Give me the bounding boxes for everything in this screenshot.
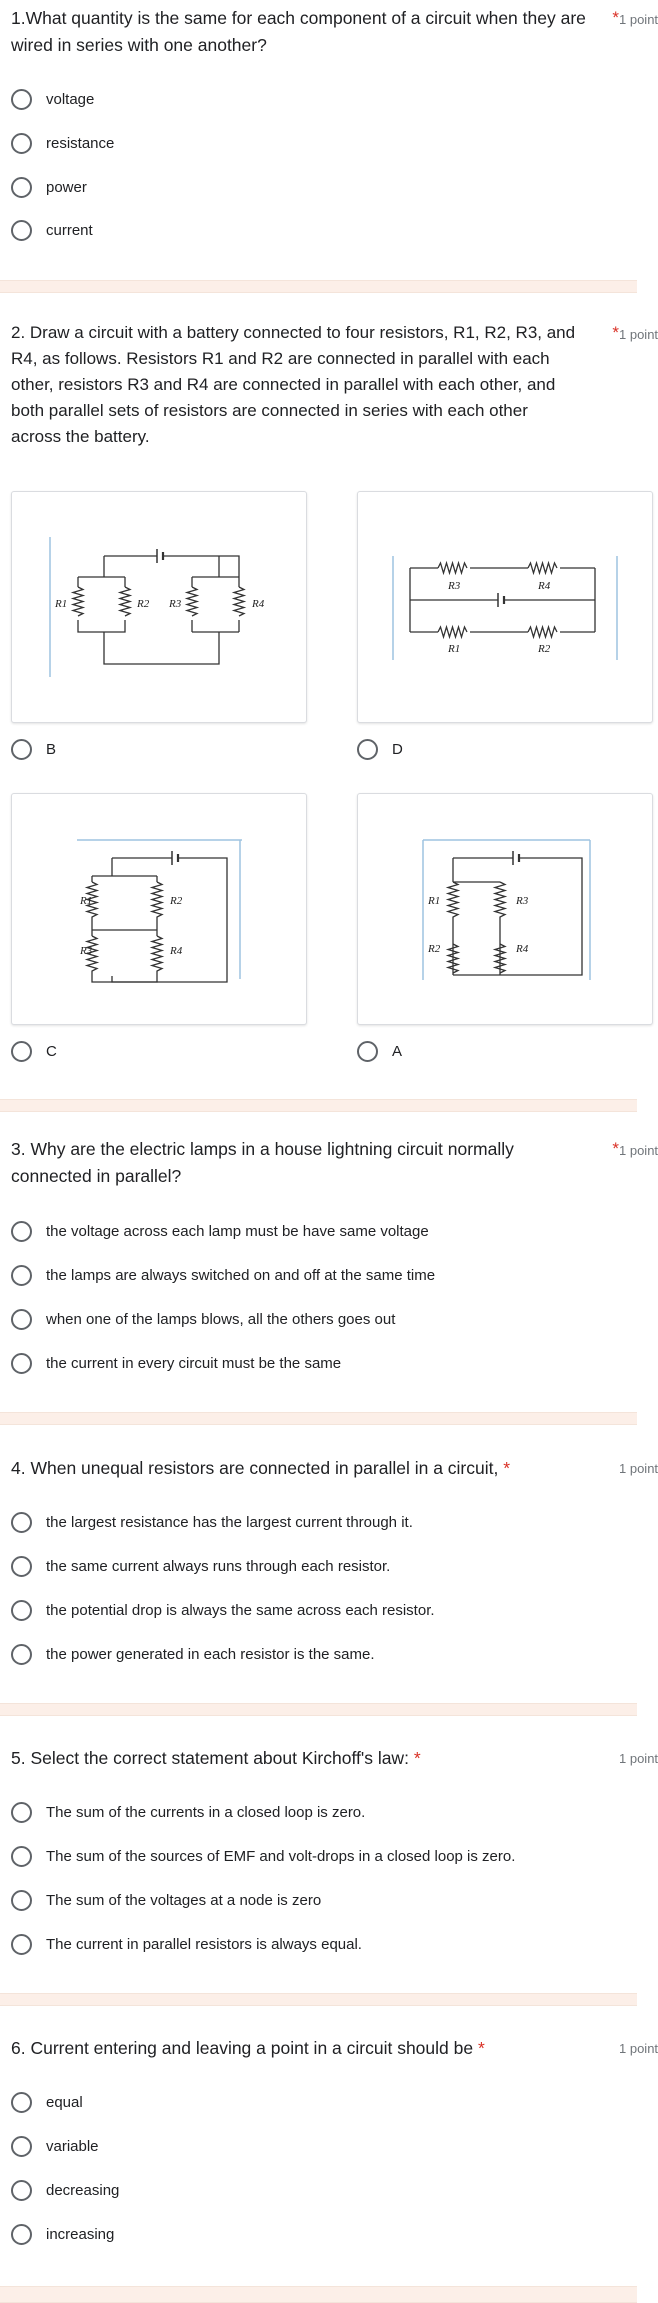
resistor-label: R2 [170,895,183,907]
required-star: * [612,1139,619,1158]
resistor-label: R4 [170,945,183,957]
required-star: * [477,2038,485,2058]
section-divider [0,1412,637,1425]
resistor-label: R3 [169,598,182,610]
radio-button[interactable] [11,1846,32,1867]
radio-button[interactable] [11,1934,32,1955]
resistor-label: R3 [80,945,93,957]
resistor-label: R3 [448,580,461,592]
radio-button[interactable] [11,1221,32,1242]
radio-button[interactable] [11,1644,32,1665]
question-5 [0,1716,658,1993]
radio-button[interactable] [11,1041,32,1062]
question-5-title: 5. Select the correct statement about Kirchoff's law: * [11,1748,421,1768]
image-option-a-card[interactable] [357,793,653,1025]
resistor-label: R4 [538,580,551,592]
section-divider [0,1703,637,1716]
option-increasing[interactable]: increasing [11,2220,114,2248]
points-label: 1 point [619,12,658,27]
resistor-label: R1 [55,598,68,610]
radio-button[interactable] [11,1556,32,1577]
question-4-title: 4. When unequal resistors are connected in parallel in a circuit, * [11,1458,511,1478]
resistor-label: R4 [252,598,265,610]
required-star: * [503,1458,511,1478]
question-4 [0,1425,658,1703]
radio-button[interactable] [11,1353,32,1374]
resistor-label: R4 [516,943,529,955]
image-option-d-card[interactable] [357,491,653,723]
radio-button[interactable] [357,1041,378,1062]
question-1-title: 1.What quantity is the same for each component of a circuit when they are wired in series with one another? [11,8,586,55]
question-6-title: 6. Current entering and leaving a point in a circuit should be * [11,2038,485,2058]
resistor-label: R1 [448,643,461,655]
radio-button[interactable] [11,220,32,241]
option-variable[interactable]: variable [11,2132,99,2160]
option-power[interactable]: power [11,173,87,201]
option-3c[interactable]: when one of the lamps blows, all the others goes out [11,1305,395,1333]
question-1 [0,0,658,280]
image-option-c[interactable]: C [11,1037,57,1065]
radio-button[interactable] [11,133,32,154]
required-star: * [612,8,619,27]
circuit-diagram-a [358,794,654,1026]
radio-button[interactable] [11,1512,32,1533]
circuit-diagram-b [12,492,308,724]
option-resistance[interactable]: resistance [11,129,114,157]
option-3d[interactable]: the current in every circuit must be the same [11,1349,341,1377]
points-label: 1 point [619,2041,658,2056]
section-divider [0,2286,637,2303]
circuit-diagram-c [12,794,308,1026]
option-current[interactable]: current [11,216,93,244]
option-5d[interactable]: The current in parallel resistors is always equal. [11,1930,362,1958]
section-divider [0,1099,637,1112]
image-option-a[interactable]: A [357,1037,402,1065]
resistor-label: R2 [538,643,551,655]
option-5a[interactable]: The sum of the currents in a closed loop is zero. [11,1798,365,1826]
points-label: 1 point [619,1751,658,1766]
question-3-title: 3. Why are the electric lamps in a house lightning circuit normally connected in parallel? [11,1139,514,1186]
section-divider [0,1993,637,2006]
image-option-c-card[interactable] [11,793,307,1025]
radio-button[interactable] [11,1890,32,1911]
radio-button[interactable] [11,2136,32,2157]
radio-button[interactable] [11,2092,32,2113]
question-3 [0,1112,658,1412]
option-4b[interactable]: the same current always runs through each resistor. [11,1552,390,1580]
option-equal[interactable]: equal [11,2088,83,2116]
points-label: 1 point [619,327,658,342]
points-label: 1 point [619,1143,658,1158]
option-voltage[interactable]: voltage [11,85,94,113]
section-divider [0,280,637,293]
resistor-label: R1 [80,895,93,907]
radio-button[interactable] [11,2224,32,2245]
resistor-label: R2 [428,943,441,955]
radio-button[interactable] [11,2180,32,2201]
option-4c[interactable]: the potential drop is always the same across each resistor. [11,1596,435,1624]
points-label: 1 point [619,1461,658,1476]
question-2 [0,293,658,1099]
option-5c[interactable]: The sum of the voltages at a node is zero [11,1886,321,1914]
radio-button[interactable] [11,1265,32,1286]
required-star: * [612,323,619,342]
option-4a[interactable]: the largest resistance has the largest current through it. [11,1508,413,1536]
radio-button[interactable] [11,1309,32,1330]
resistor-label: R2 [137,598,150,610]
image-option-b[interactable]: B [11,735,56,763]
radio-button[interactable] [357,739,378,760]
radio-button[interactable] [11,1600,32,1621]
option-decreasing[interactable]: decreasing [11,2176,119,2204]
option-5b[interactable]: The sum of the sources of EMF and volt-drops in a closed loop is zero. [11,1842,515,1870]
resistor-label: R1 [428,895,441,907]
radio-button[interactable] [11,177,32,198]
option-3a[interactable]: the voltage across each lamp must be have same voltage [11,1217,429,1245]
resistor-label: R3 [516,895,529,907]
required-star: * [413,1748,421,1768]
option-3b[interactable]: the lamps are always switched on and off at the same time [11,1261,435,1289]
circuit-diagram-d [358,492,654,724]
radio-button[interactable] [11,1802,32,1823]
radio-button[interactable] [11,739,32,760]
option-4d[interactable]: the power generated in each resistor is the same. [11,1640,375,1668]
image-option-d[interactable]: D [357,735,403,763]
radio-button[interactable] [11,89,32,110]
question-6 [0,2006,658,2286]
image-option-b-card[interactable] [11,491,307,723]
question-2-title: 2. Draw a circuit with a battery connected to four resistors, R1, R2, R3, and R4, as follows. Resistors R1 and R2 are connected in parallel with each other, resistors R3 and R4 are connected in parallel with each other, and both parallel sets of resistors are connected in series with each other across the battery. [11,323,576,446]
